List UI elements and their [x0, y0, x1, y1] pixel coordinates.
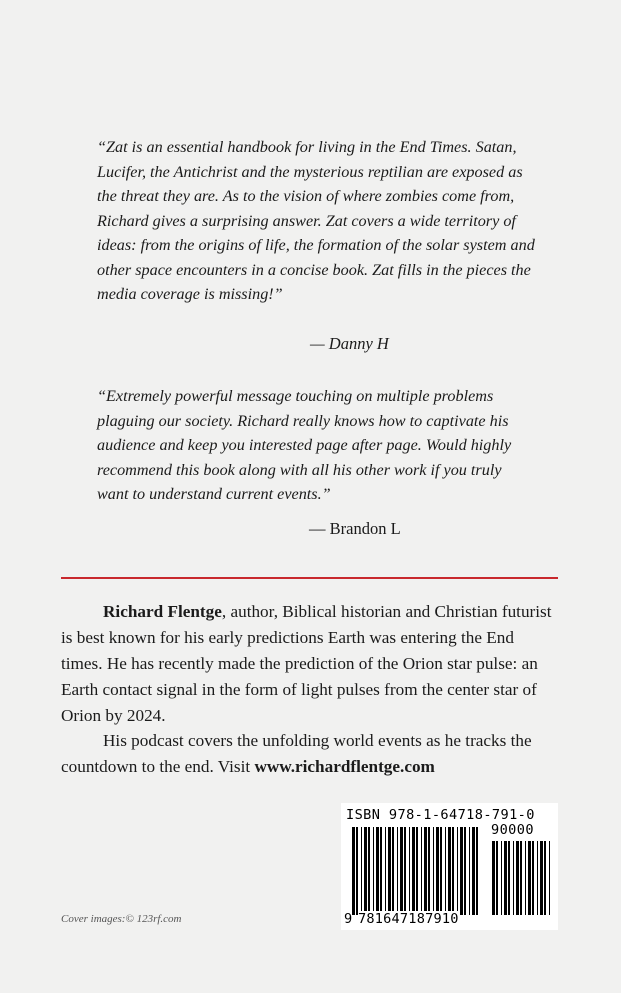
barcode-bar — [356, 827, 358, 915]
barcode-bar — [525, 841, 526, 915]
website-link[interactable]: www.richardflentge.com — [254, 757, 435, 776]
isbn-label: ISBN 978-1-64718-791-0 — [346, 807, 535, 823]
barcode-bar — [457, 827, 458, 915]
review-quote-2: “Extremely powerful message touching on multiple problems plaguing our society. Richard really knows how to captivate his audience and keep you interested page after page. Would highly recommend this book along with all his other work if you truly want to understand current events.” — [97, 387, 512, 503]
barcode-bar — [440, 827, 442, 915]
barcode-bar — [392, 827, 394, 915]
barcode-bar — [537, 841, 538, 915]
barcode-bar — [528, 841, 531, 915]
price-code: 90000 — [491, 822, 534, 838]
barcode-bar — [464, 827, 466, 915]
barcode-bar — [469, 827, 470, 915]
barcode-bar — [448, 827, 451, 915]
barcode-bar — [501, 841, 502, 915]
barcode-bar — [532, 841, 534, 915]
barcode-first-digit: 9 — [344, 911, 353, 927]
barcode-bar — [421, 827, 422, 915]
barcode-bar — [433, 827, 434, 915]
barcode-bar — [472, 827, 475, 915]
barcode-bar — [409, 827, 410, 915]
barcode-bar — [516, 841, 519, 915]
review-quote-1: “Zat is an essential handbook for living in the End Times. Satan, Lucifer, the Antichrist and the mysterious reptilian are exposed as the threat they are. As to the vision of where zombies come from, Richard gives a surprising answer. Zat covers a wide territory of ideas: from the origins of life, the formation of the solar system and other space encounters in a concise book. Zat fills in the pieces the media coverage is missing!” — [97, 138, 535, 303]
barcode-bar — [412, 827, 415, 915]
cover-image-credit: Cover images:© 123rf.com — [61, 913, 182, 925]
review-attribution-1: — Danny H — [310, 334, 389, 353]
barcode-bar — [436, 827, 439, 915]
barcode-bar — [513, 841, 514, 915]
barcode-bar — [400, 827, 403, 915]
barcode-bar — [445, 827, 446, 915]
barcode-bar — [460, 827, 463, 915]
barcode-bar — [364, 827, 367, 915]
author-bio-paragraph — [61, 599, 559, 729]
barcode-bar — [549, 841, 550, 915]
barcode-bar — [397, 827, 398, 915]
barcode-bar — [385, 827, 386, 915]
barcode-bar — [504, 841, 507, 915]
barcode-bar — [373, 827, 374, 915]
review-attribution-2: — Brandon L — [309, 519, 401, 538]
barcode-bar — [368, 827, 370, 915]
author-name: Richard Flentge — [103, 602, 222, 621]
barcode-bar — [388, 827, 391, 915]
barcode-bar — [416, 827, 418, 915]
barcode-bar — [540, 841, 543, 915]
isbn-barcode — [341, 803, 558, 930]
podcast-text: His podcast covers the unfolding world events as he tracks the countdown to the end. Visit — [61, 731, 532, 776]
barcode-bar — [428, 827, 430, 915]
barcode-bar — [404, 827, 406, 915]
barcode-bar — [496, 841, 498, 915]
barcode-bar — [476, 827, 478, 915]
barcode-bar — [452, 827, 454, 915]
barcode-bar — [424, 827, 427, 915]
barcode-bar — [508, 841, 510, 915]
red-divider — [61, 577, 558, 579]
barcode-bar — [380, 827, 382, 915]
barcode-bar — [361, 827, 362, 915]
barcode-bar — [376, 827, 379, 915]
barcode-bar — [492, 841, 495, 915]
author-bio-text: , author, Biblical historian and Christian futurist is best known for his early predictions Earth was entering the End times. He has recently made the prediction of the Orion star pulse: an Earth contact signal in the form of light pulses from the center star of Orion by 2024. — [61, 602, 552, 725]
barcode-bar — [352, 827, 355, 915]
barcode-bar — [544, 841, 546, 915]
podcast-paragraph — [61, 728, 559, 780]
barcode-bar — [520, 841, 522, 915]
barcode-digits: 781647187910 — [358, 911, 459, 927]
